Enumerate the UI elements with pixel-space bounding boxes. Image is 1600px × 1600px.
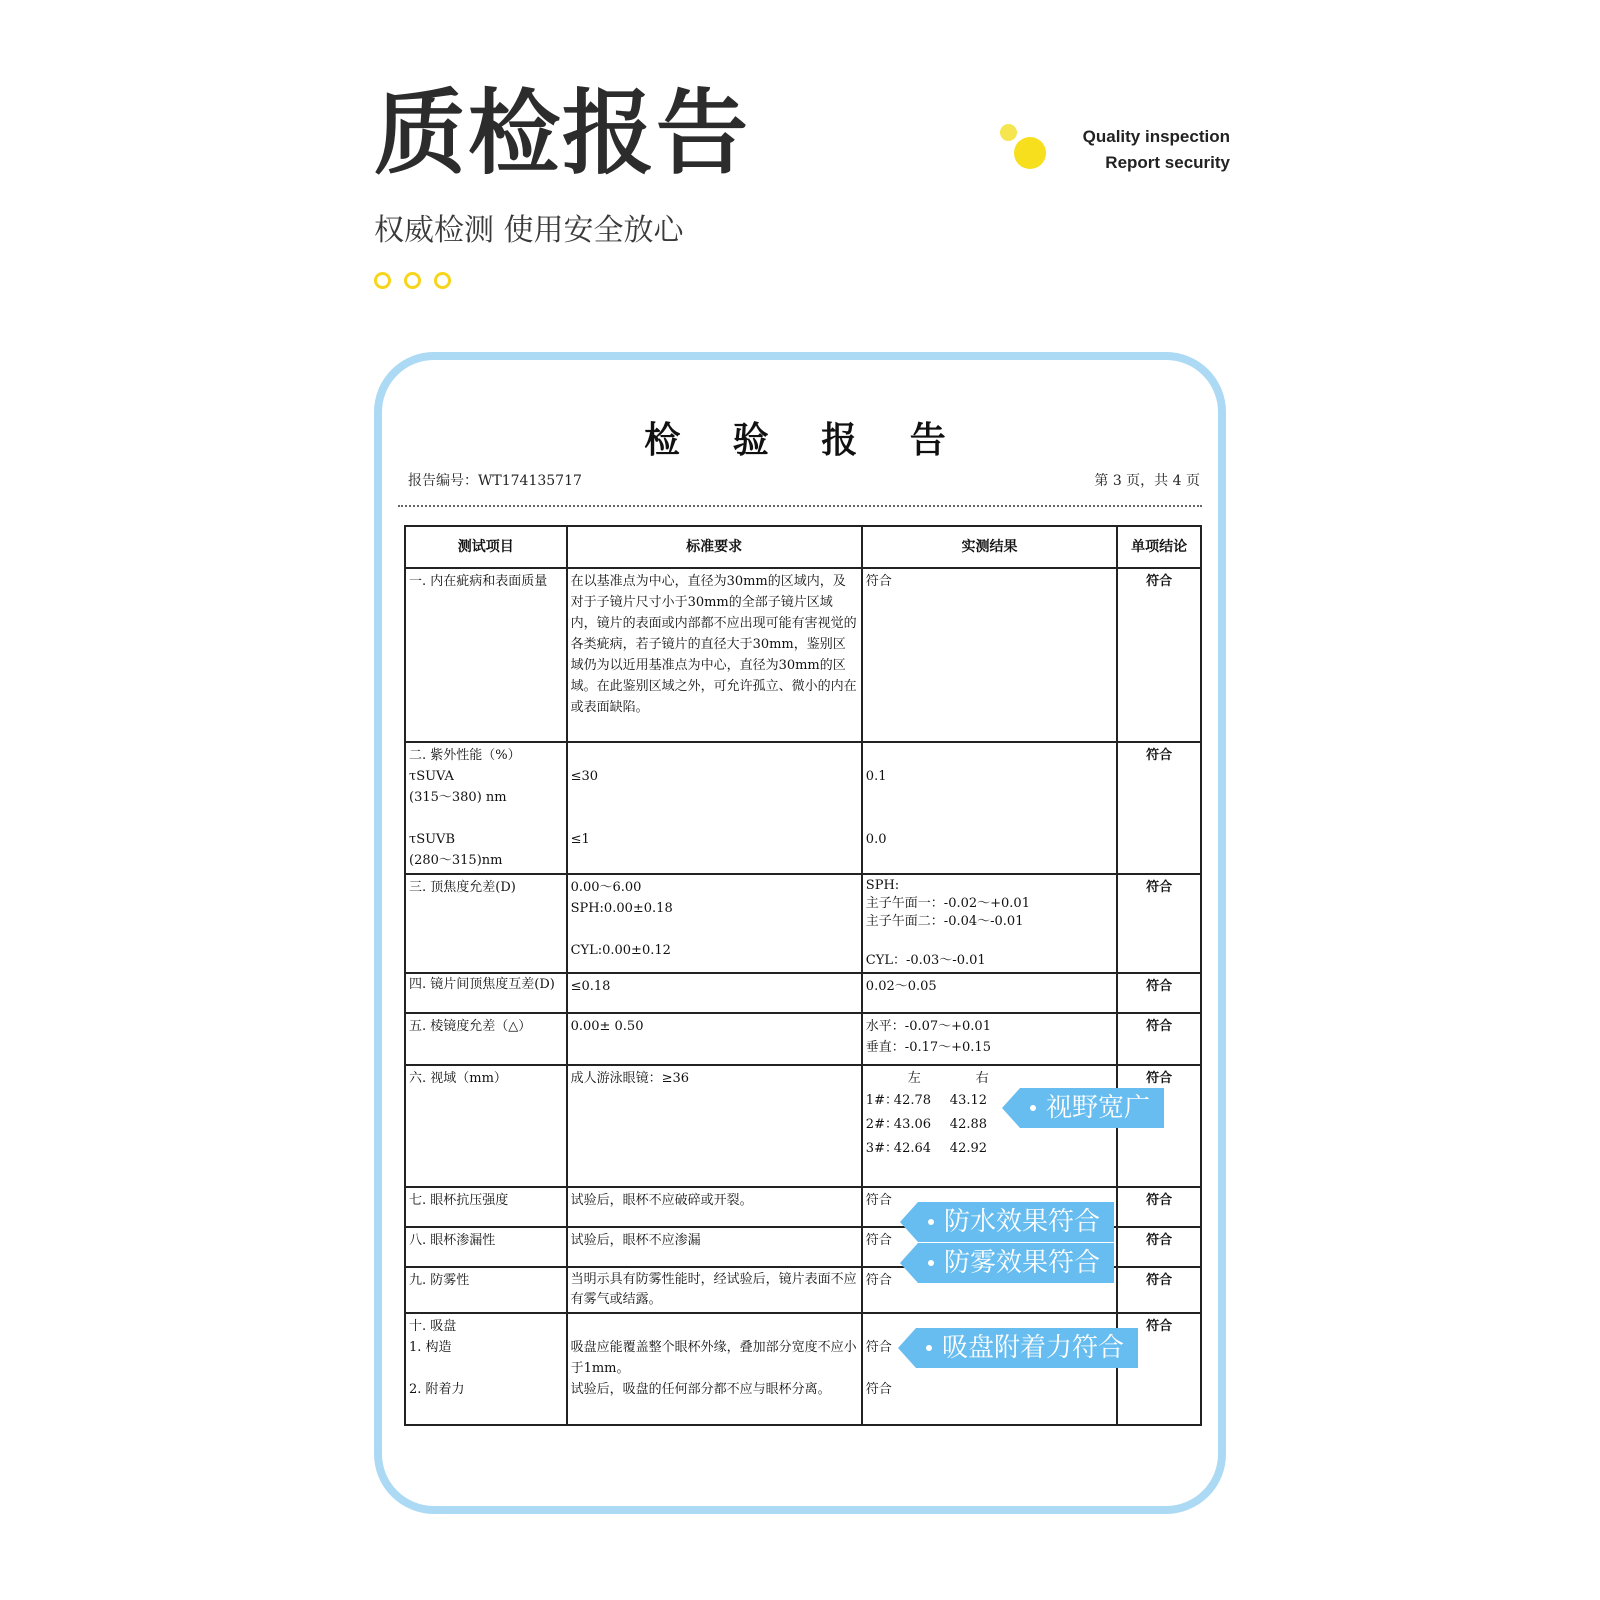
ring-dot-icon: [374, 272, 391, 289]
result-b: 0.0: [865, 832, 887, 847]
result: 符合: [862, 568, 1117, 742]
requirement: [567, 742, 862, 874]
report-table: [404, 525, 1202, 1426]
test-item: 六. 视域（mm）: [405, 1065, 567, 1187]
report-title: 检 验 报 告: [644, 419, 966, 461]
conclusion: 符合: [1117, 1013, 1201, 1065]
conclusion: 符合: [1117, 1313, 1201, 1425]
fov-header: [866, 1068, 1113, 1089]
result-line: 主子午面一：-0.02～+0.01: [865, 896, 1030, 911]
table-row: [405, 874, 1201, 973]
item-sub: τSUVA: [409, 769, 454, 784]
requirement: 成人游泳眼镜：≥36: [567, 1065, 862, 1187]
result: 符合: [862, 1267, 1117, 1313]
conclusion: 符合: [1117, 973, 1201, 1013]
table-row: [405, 568, 1201, 742]
page-subtitle: 权威检测 使用安全放心: [374, 213, 684, 248]
badge-dots-icon: [1000, 124, 1048, 172]
column-header: 实测结果: [862, 526, 1117, 568]
item-title: 十. 吸盘: [409, 1319, 457, 1334]
result-line: SPH:: [865, 878, 900, 893]
item-title: 二. 紫外性能（%）: [409, 748, 521, 763]
item-range: (315～380) nm: [409, 790, 507, 805]
conclusion: 符合: [1117, 742, 1201, 874]
requirement-b: 试验后，吸盘的任何部分都不应与眼杯分离。: [570, 1382, 831, 1397]
decorative-dots: [374, 272, 451, 289]
column-header: 标准要求: [567, 526, 862, 568]
quality-badge: [1083, 124, 1230, 176]
requirement: [567, 1313, 862, 1425]
result: [862, 742, 1117, 874]
requirement: 试验后，眼杯不应渗漏: [567, 1227, 862, 1267]
result: [862, 1013, 1117, 1065]
result: 0.02～0.05: [862, 973, 1117, 1013]
table-row: [405, 742, 1201, 874]
test-item: 八. 眼杯渗漏性: [405, 1227, 567, 1267]
column-header: 测试项目: [405, 526, 567, 568]
fov-row: 3#：42.64 42.92: [865, 1141, 988, 1156]
table-row: [405, 973, 1201, 1013]
item-sub: 1. 构造: [409, 1340, 452, 1355]
requirement-b: ≤1: [570, 832, 590, 847]
requirement-line: SPH:0.00±0.18: [570, 901, 673, 916]
fov-row: 2#：43.06 42.88: [865, 1117, 988, 1132]
result-b: 符合: [865, 1382, 892, 1397]
test-item: 三. 顶焦度允差(D): [405, 874, 567, 973]
badge-line-2: Report security: [1105, 153, 1230, 172]
ring-dot-icon: [404, 272, 421, 289]
page-info: 第 3 页，共 4 页: [1094, 473, 1200, 489]
test-item: [405, 742, 567, 874]
requirement: ≤0.18: [567, 973, 862, 1013]
result-a: 符合: [865, 1340, 892, 1355]
result-line: CYL：-0.03～-0.01: [865, 953, 986, 968]
requirement: 0.00± 0.50: [567, 1013, 862, 1065]
conclusion: 符合: [1117, 568, 1201, 742]
result-line: 垂直：-0.17～+0.15: [865, 1040, 991, 1055]
test-item: 四. 镜片间顶焦度互差(D): [405, 973, 567, 1013]
conclusion: 符合: [1117, 1065, 1201, 1187]
result-line: 水平：-0.07～+0.01: [865, 1019, 991, 1034]
column-header: 单项结论: [1117, 526, 1201, 568]
item-sub: 2. 附着力: [409, 1382, 465, 1397]
conclusion: 符合: [1117, 1227, 1201, 1267]
result-a: 0.1: [865, 769, 887, 784]
requirement-line: CYL:0.00±0.12: [570, 943, 671, 958]
requirement-a: ≤30: [570, 769, 598, 784]
requirement: 试验后，眼杯不应破碎或开裂。: [567, 1187, 862, 1227]
page-title: 质检报告: [374, 80, 751, 187]
callout-suction: 吸盘附着力符合: [916, 1328, 1138, 1368]
table-header-row: [405, 526, 1201, 568]
callout-waterproof: 防水效果符合: [918, 1202, 1114, 1242]
divider: [398, 505, 1202, 507]
requirement-line: 0.00～6.00: [570, 880, 642, 895]
test-item: 五. 棱镜度允差（△）: [405, 1013, 567, 1065]
report-number: 报告编号：WT174135717: [408, 473, 582, 489]
conclusion: 符合: [1117, 874, 1201, 973]
test-item: [405, 1313, 567, 1425]
result: [862, 874, 1117, 973]
fov-right-label: 右: [975, 1071, 989, 1086]
requirement: [567, 874, 862, 973]
ring-dot-icon: [434, 272, 451, 289]
item-range: (280～315)nm: [409, 853, 503, 868]
badge-line-1: Quality inspection: [1082, 127, 1230, 146]
result-line: 主子午面二：-0.04～-0.01: [865, 914, 1024, 929]
item-sub: τSUVB: [409, 832, 455, 847]
callout-antifog: 防雾效果符合: [918, 1243, 1114, 1283]
requirement-a: 吸盘应能覆盖整个眼杯外缘，叠加部分宽度不应小于1mm。: [570, 1340, 857, 1376]
test-item: 九. 防雾性: [405, 1267, 567, 1313]
result: 符合: [862, 1187, 1117, 1227]
test-item: 一. 内在疵病和表面质量: [405, 568, 567, 742]
conclusion: 符合: [1117, 1187, 1201, 1227]
callout-fov: 视野宽广: [1020, 1088, 1164, 1128]
result: 符合: [862, 1227, 1117, 1267]
test-item: 七. 眼杯抗压强度: [405, 1187, 567, 1227]
fov-left-label: 左: [907, 1071, 921, 1086]
table-row: [405, 1013, 1201, 1065]
fov-row: 1#：42.78 43.12: [865, 1093, 988, 1108]
requirement: 当明示具有防雾性能时，经试验后，镜片表面不应有雾气或结露。: [567, 1267, 862, 1313]
conclusion: 符合: [1117, 1267, 1201, 1313]
requirement: 在以基准点为中心，直径为30mm的区域内，及对于子镜片尺寸小于30mm的全部子镜片区域内，镜片的表面或内部都不应出现可能有害视觉的各类疵病，若子镜片的直径大于30mm，鉴别区域仍为以近用基准点为中心，直径为30mm的区域。在此鉴别区域之外，可允许孤立、微小的内在或表面缺陷。: [567, 568, 862, 742]
